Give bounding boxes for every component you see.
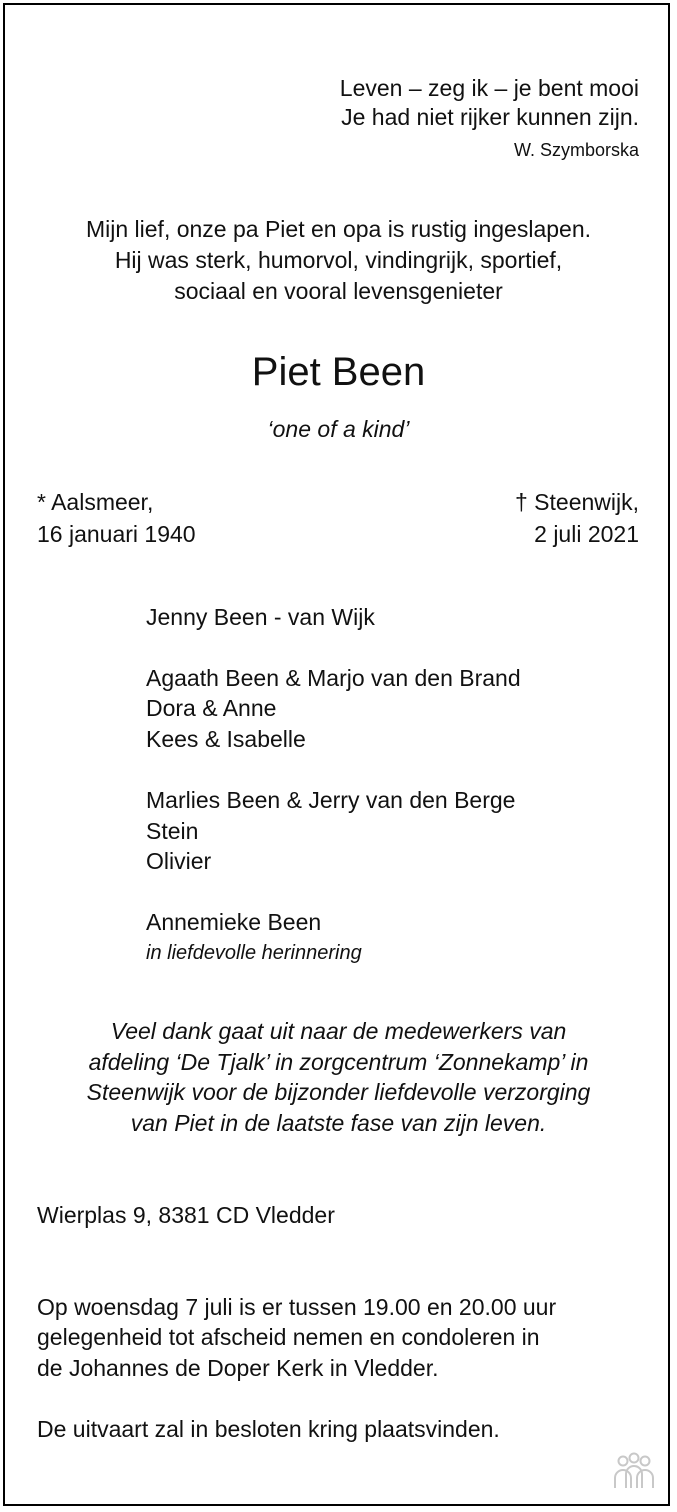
condolence-line-1: Op woensdag 7 juli is er tussen 19.00 en 20.00 uur: [37, 1294, 557, 1320]
poem-author: W. Szymborska: [513, 140, 639, 160]
deceased-nickname: ‘one of a kind’: [267, 416, 410, 442]
intro-line-2: Hij was sterk, humorvol, vindingrijk, sportief,: [114, 247, 563, 273]
death-date: 2 juli 2021: [534, 521, 639, 547]
family-member: Agaath Been & Marjo van den Brand: [146, 665, 521, 691]
poem-line-1: Leven – zeg ik – je bent mooi: [339, 75, 639, 101]
family-member: Kees & Isabelle: [146, 726, 306, 752]
thanks-line-3: Steenwijk voor de bijzonder liefdevolle verzorging: [86, 1079, 591, 1105]
death-place: † Steenwijk,: [514, 489, 639, 515]
family-member: Annemieke Been: [146, 909, 322, 935]
thanks-line-4: van Piet in de laatste fase van zijn leven.: [130, 1110, 547, 1136]
family-member: Olivier: [146, 848, 212, 874]
family-member: Stein: [146, 818, 199, 844]
birth-date: 16 januari 1940: [37, 521, 196, 547]
poem-line-2: Je had niet rijker kunnen zijn.: [341, 104, 639, 130]
family-member: Dora & Anne: [146, 695, 277, 721]
thanks-line-2: afdeling ‘De Tjalk’ in zorgcentrum ‘Zonnekamp’ in: [88, 1049, 589, 1075]
intro-line-3: sociaal en vooral levensgenieter: [174, 278, 503, 304]
birth-place: * Aalsmeer,: [37, 489, 154, 515]
family-member: Marlies Been & Jerry van den Berge: [146, 787, 516, 813]
funeral-note: De uitvaart zal in besloten kring plaatsvinden.: [37, 1416, 500, 1442]
condolence-line-3: de Johannes de Doper Kerk in Vledder.: [37, 1355, 439, 1381]
intro-line-1: Mijn lief, onze pa Piet en opa is rustig ingeslapen.: [85, 216, 592, 242]
deceased-name: Piet Been: [251, 350, 426, 394]
family-note: in liefdevolle herinnering: [146, 942, 362, 964]
condolence-line-2: gelegenheid tot afscheid nemen en condoleren in: [37, 1324, 540, 1350]
people-group-icon: [611, 1452, 657, 1492]
address: Wierplas 9, 8381 CD Vledder: [37, 1202, 335, 1228]
family-member: Jenny Been - van Wijk: [146, 604, 375, 630]
thanks-line-1: Veel dank gaat uit naar de medewerkers van: [110, 1018, 567, 1044]
